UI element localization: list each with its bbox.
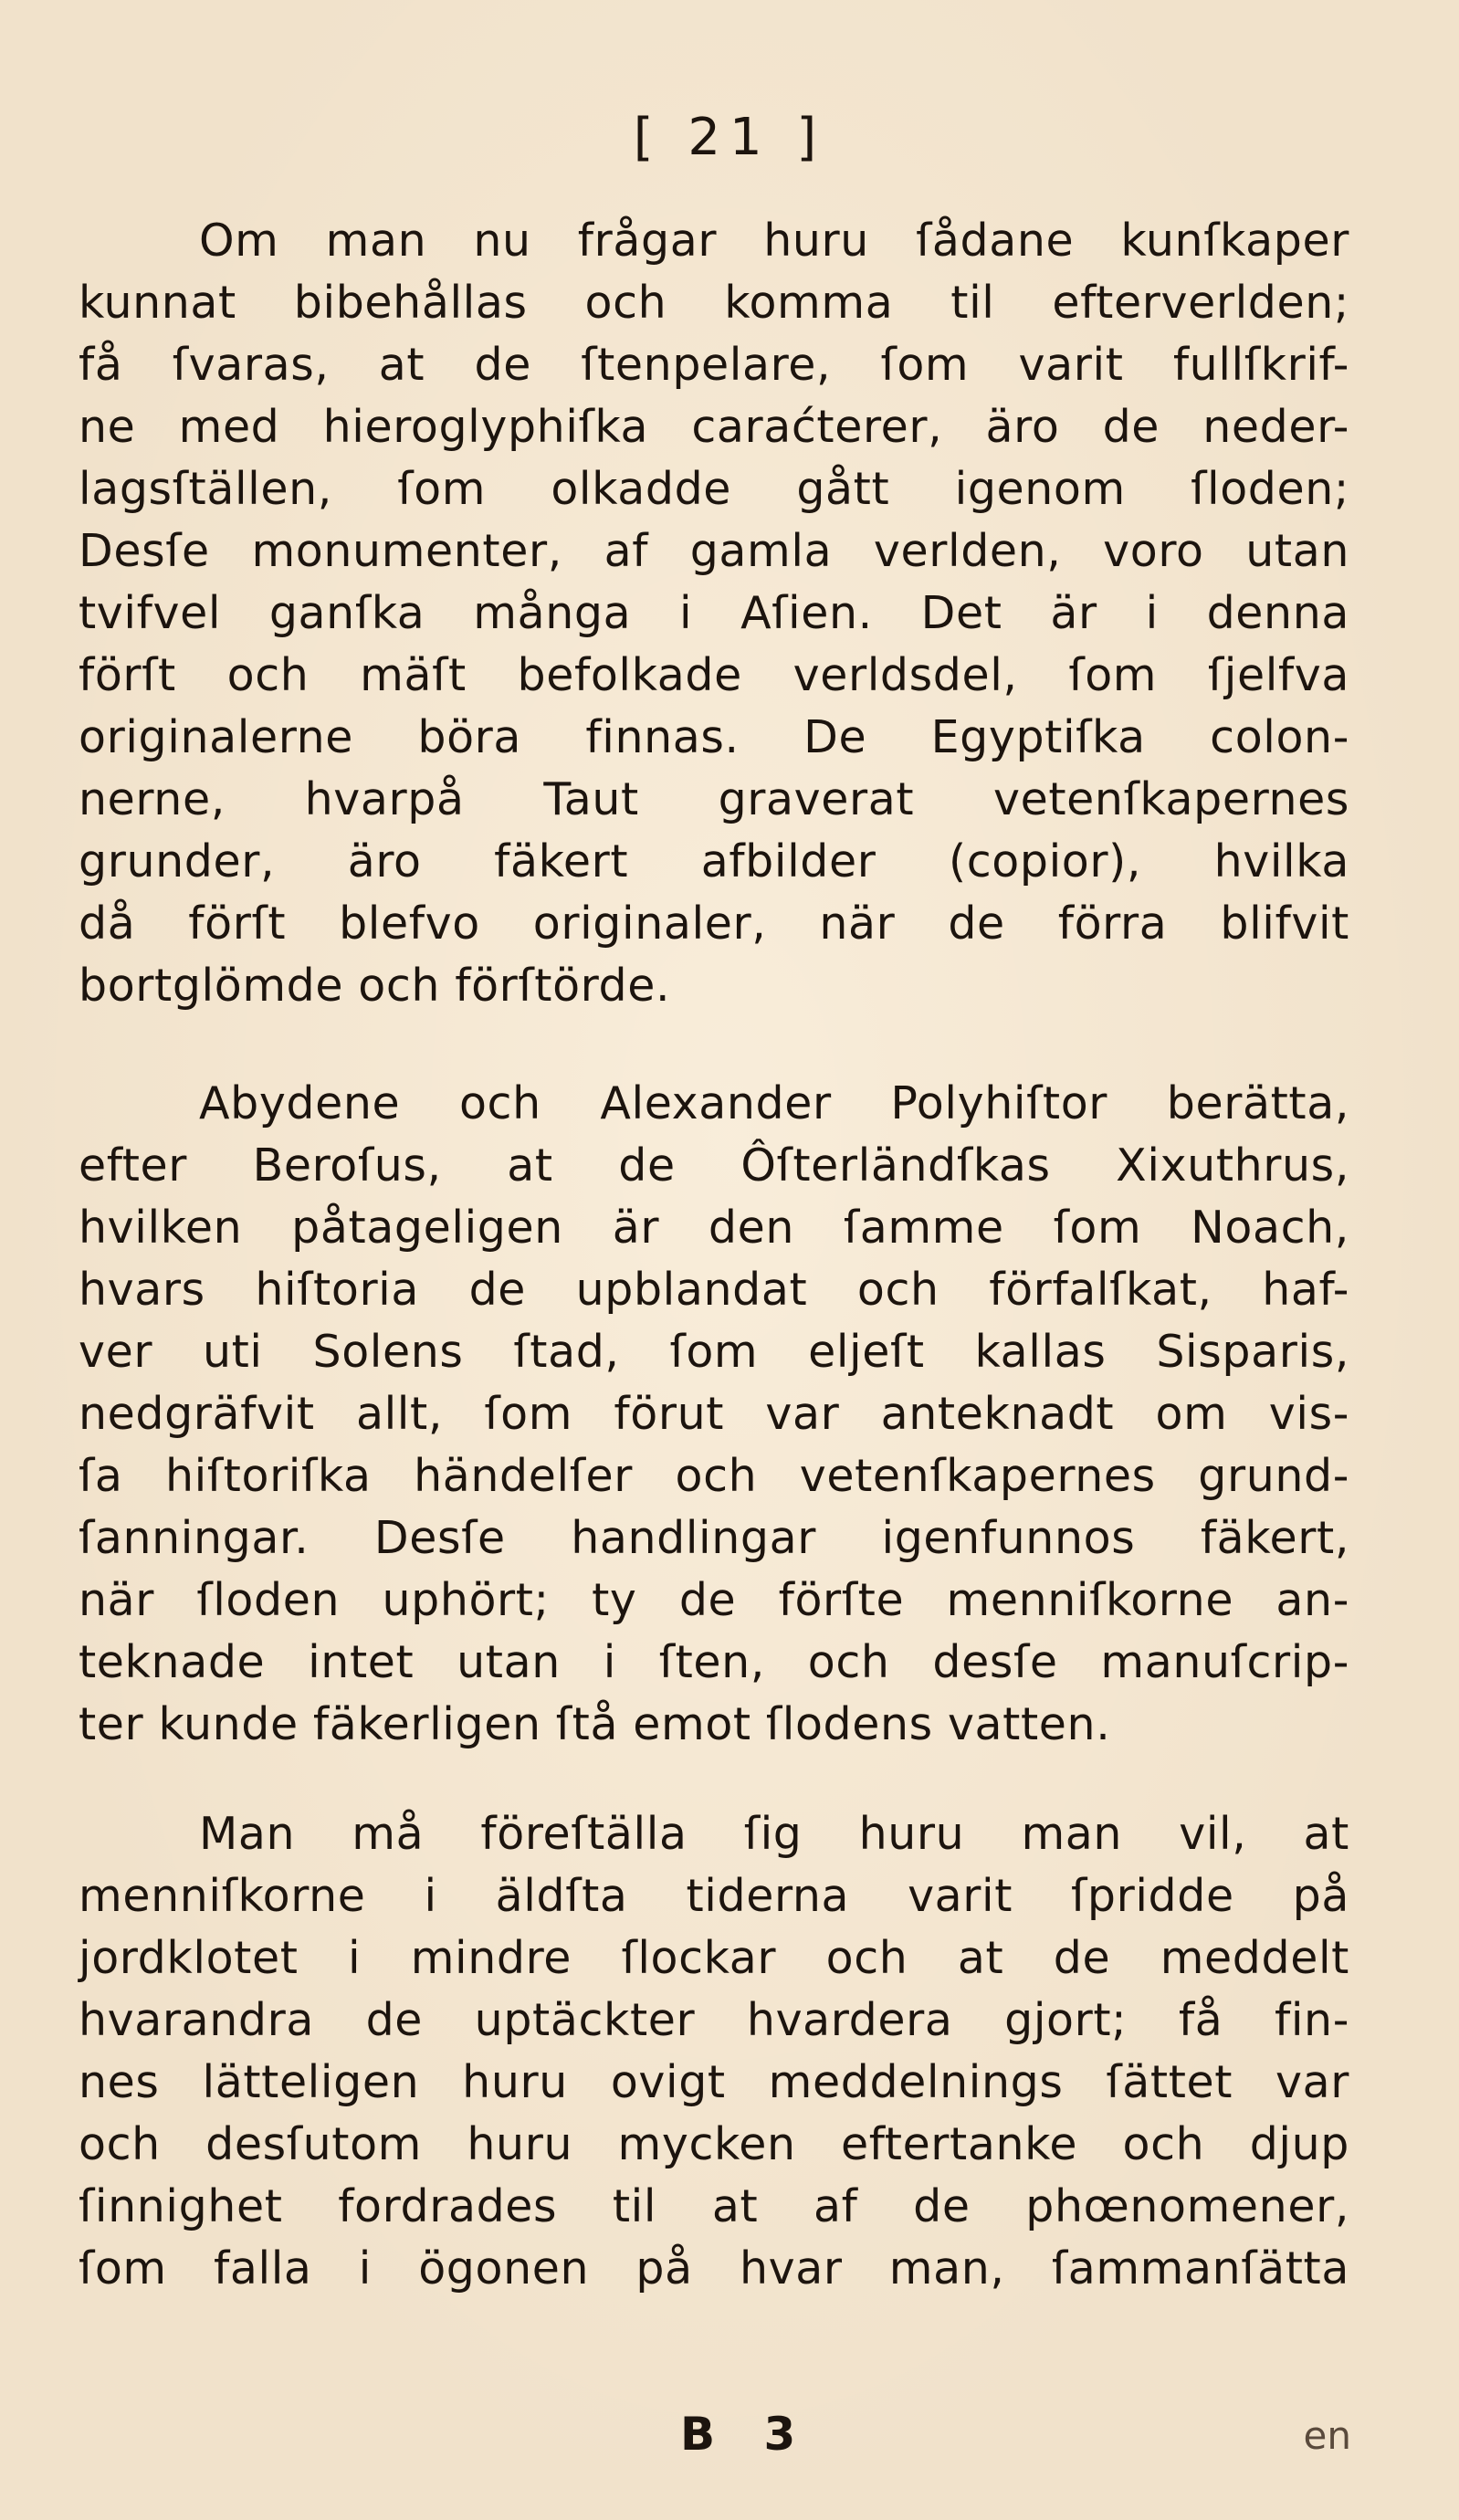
text-line: då förſt blefvo originaler, när de förra blifvit <box>79 898 1349 950</box>
text-line: när ſloden uphört; ty de förſte menniſkorne an- <box>79 1574 1349 1626</box>
text-line: nerne, hvarpå Taut graverat vetenſkapernes <box>79 773 1349 825</box>
text-line: Abydene och Alexander Polyhiſtor berätta, <box>199 1077 1349 1129</box>
signature-mark: B 3 <box>680 2408 813 2461</box>
text-line: förſt och mäſt befolkade verldsdel, ſom ſjelfva <box>79 649 1349 701</box>
paragraph-2 <box>79 1073 1349 1756</box>
paragraph-3 <box>79 1803 1349 2300</box>
text-line: nes lätteligen huru ovigt meddelnings ſättet var <box>79 2056 1349 2108</box>
text-line: hvilken påtageligen är den ſamme ſom Noach, <box>79 1202 1349 1254</box>
text-line: menniſkorne i äldſta tiderna varit ſpridde på <box>79 1870 1349 1922</box>
text-line: ne med hieroglyphiſka caraćterer, äro de neder- <box>79 401 1349 453</box>
text-line: nedgräfvit allt, ſom förut var anteknadt om vis- <box>79 1388 1349 1440</box>
text-line: hvars hiſtoria de upblandat och förfalſkat, haf- <box>79 1264 1349 1316</box>
text-line: tvifvel ganſka många i Aſien. Det är i denna <box>79 587 1349 639</box>
text-line: ſinnighet fordrades til at af de phœnomener, <box>79 2180 1349 2232</box>
text-line: Man må föreſtälla ſig huru man vil, at <box>199 1808 1349 1860</box>
text-line: efter Beroſus, at de Ôſterländſkas Xixuthrus, <box>79 1139 1349 1192</box>
text-line: ſa hiſtoriſka händelſer och vetenſkapernes grund- <box>79 1450 1349 1502</box>
text-line: hvarandra de uptäckter hvardera gjort; få fin- <box>79 1994 1349 2046</box>
text-line: Desſe monumenter, af gamla verlden, voro utan <box>79 525 1349 577</box>
text-line: få ſvaras, at de ſtenpelare, ſom varit fullſkrif- <box>79 339 1349 391</box>
text-line: och desſutom huru mycken eftertanke och djup <box>79 2118 1349 2170</box>
text-line: grunder, äro fäkert afbilder (copior), hvilka <box>79 835 1349 887</box>
catchword: en <box>1303 2413 1351 2458</box>
text-line: lagsſtällen, ſom olkadde gått igenom ſloden; <box>79 463 1349 515</box>
text-line: jordklotet i mindre ſlockar och at de meddelt <box>79 1932 1349 1984</box>
text-line: ſom falla i ögonen på hvar man, ſammanſätta <box>79 2242 1349 2294</box>
paragraph-1 <box>79 210 1349 1017</box>
text-line: bortglömde och förſtörde. <box>79 960 671 1012</box>
text-line: Om man nu frågar huru ſådane kunſkaper <box>199 215 1349 267</box>
text-line: kunnat bibehållas och komma til efterverlden; <box>79 277 1349 329</box>
text-line: teknade intet utan i ſten, och desſe manuſcrip- <box>79 1636 1349 1688</box>
page-number-header: [ 21 ] <box>633 108 826 167</box>
text-line: ſanningar. Desſe handlingar igenfunnos fäkert, <box>79 1512 1349 1564</box>
text-line: originalerne böra finnas. De Egyptiſka colon- <box>79 711 1349 763</box>
text-line: ver uti Solens ſtad, ſom eljeſt kallas Sisparis, <box>79 1326 1349 1378</box>
page-footer <box>0 2408 1459 2472</box>
text-line: ter kunde fäkerligen ſtå emot ſlodens vatten. <box>79 1698 1111 1750</box>
